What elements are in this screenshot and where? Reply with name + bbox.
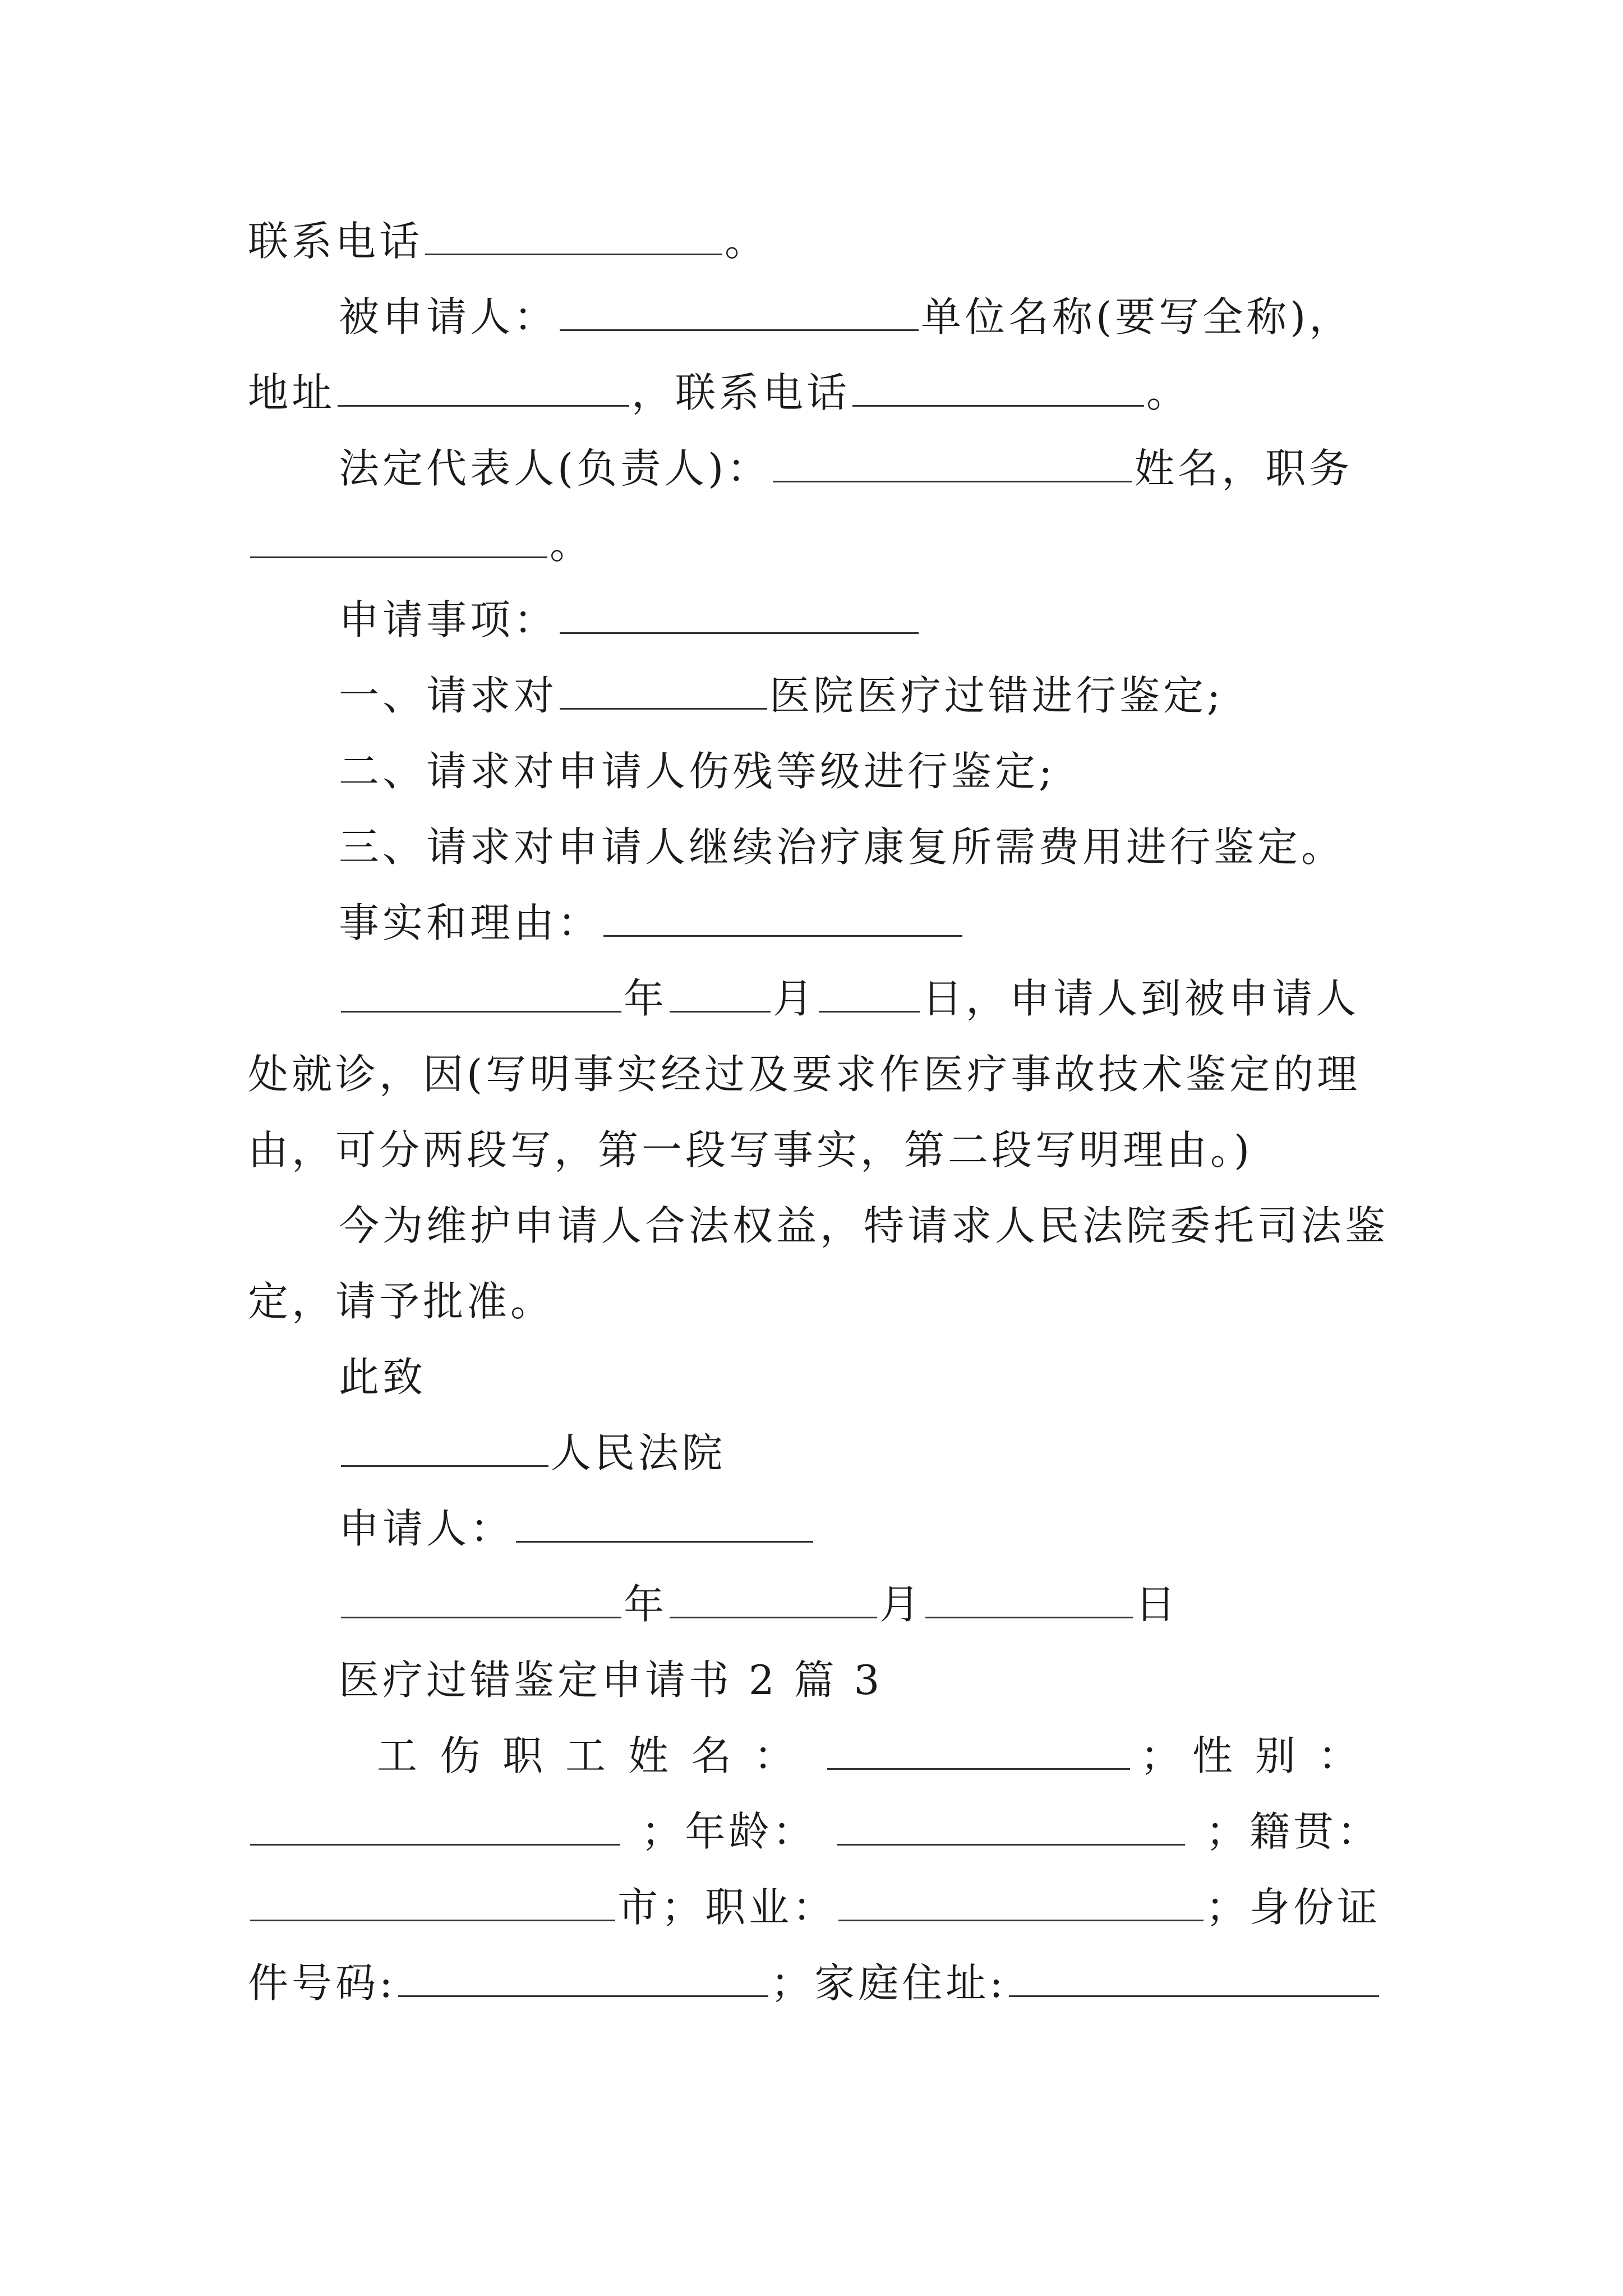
facts-reasons-blank — [603, 892, 962, 937]
visit-reason-line — [248, 1041, 1381, 1108]
facts-reasons-label: 事实和理由： — [339, 899, 602, 946]
facts-reasons-line — [339, 889, 1382, 956]
visit-reason-text: 处就诊，因(写明事实经过及要求作医疗事故技术鉴定的理 — [248, 1051, 1361, 1098]
approval-line — [248, 1268, 1381, 1335]
visit-text: 日，申请人到被申请人 — [922, 975, 1360, 1022]
worker-name-blank — [827, 1726, 1130, 1770]
semicolon: ； — [1140, 1732, 1184, 1779]
request-two-text: 二、请求对申请人伤残等级进行鉴定; — [339, 748, 1056, 795]
request-three-line — [339, 813, 1382, 881]
sign-month-blank — [670, 1574, 877, 1618]
age-blank — [837, 1801, 1185, 1846]
gender-blank — [250, 1801, 620, 1846]
legal-rep-label: 法定代表人(负责人)： — [339, 445, 771, 492]
month-blank — [670, 968, 771, 1013]
period: 。 — [725, 218, 769, 265]
legal-rep-line — [339, 435, 1382, 502]
home-address-blank — [1009, 1953, 1379, 1997]
age-label: ；年龄： — [641, 1808, 817, 1855]
request-one-line — [339, 662, 1382, 729]
age-line — [248, 1798, 1381, 1865]
sign-year-label: 年 — [624, 1581, 668, 1628]
approval-text: 定，请予批准。 — [248, 1278, 555, 1325]
id-card-label: ；身份证 — [1205, 1884, 1381, 1931]
sign-month-label: 月 — [879, 1581, 924, 1628]
period: 。 — [550, 521, 594, 568]
address-line — [248, 359, 1381, 426]
sign-day-blank — [925, 1574, 1133, 1618]
respondent-phone-blank — [852, 362, 1144, 407]
native-place-label: ；籍贯： — [1205, 1808, 1381, 1855]
respondent-phone-label: ，联系电话 — [631, 369, 851, 416]
address-label: 地址 — [248, 369, 336, 416]
id-number-blank — [398, 1953, 768, 1997]
year-blank — [341, 968, 621, 1013]
request-three-text: 三、请求对申请人继续治疗康复所需费用进行鉴定。 — [339, 823, 1345, 871]
contact-phone-blank — [425, 211, 722, 255]
reason-note-line — [248, 1116, 1381, 1184]
court-blank — [341, 1423, 548, 1467]
day-blank — [819, 968, 920, 1013]
request-one-label: 一、请求对 — [339, 672, 558, 719]
hospital-blank — [560, 665, 767, 710]
sign-day-label: 日 — [1135, 1581, 1179, 1628]
sign-year-blank — [341, 1574, 621, 1618]
home-address-label: ；家庭住址: — [771, 1959, 1007, 2007]
legal-rep-blank — [773, 438, 1132, 482]
court-line — [339, 1419, 1382, 1487]
respondent-line — [339, 283, 1382, 351]
section-heading: 医疗过错鉴定申请书 2 篇 3 — [339, 1657, 883, 1704]
title-blank-line — [248, 510, 1381, 578]
occupation-line — [248, 1874, 1381, 1941]
occupation-blank — [838, 1877, 1204, 1921]
worker-name-label: 工伤职工姓名： — [377, 1732, 817, 1779]
applicant-blank — [516, 1498, 813, 1543]
salutation-text: 此致 — [339, 1354, 427, 1401]
respondent-blank — [560, 287, 919, 331]
signature-date-line — [339, 1571, 1382, 1638]
visit-date-line — [339, 965, 1382, 1032]
native-place-blank — [250, 1877, 615, 1921]
occupation-label: 市；职业： — [617, 1884, 836, 1931]
application-items-line — [339, 586, 1382, 654]
application-items-blank — [560, 590, 919, 634]
id-address-line — [248, 1949, 1381, 2017]
name-title-label: 姓名，职务 — [1134, 445, 1353, 492]
worker-name-line — [377, 1722, 1381, 1789]
unit-name-label: 单位名称(要写全称)， — [921, 293, 1353, 341]
gender-label: 性别： — [1192, 1732, 1381, 1779]
application-items-label: 申请事项： — [339, 596, 558, 643]
respondent-label: 被申请人： — [339, 293, 558, 341]
applicant-label: 申请人： — [339, 1505, 514, 1552]
request-statement-text: 今为维护申请人合法权益，特请求人民法院委托司法鉴 — [339, 1202, 1389, 1249]
reason-note-text: 由，可分两段写，第一段写事实，第二段写明理由。) — [248, 1126, 1253, 1174]
request-one-text: 医院医疗过错进行鉴定; — [769, 672, 1224, 719]
salutation-line — [339, 1343, 1382, 1411]
court-label: 人民法院 — [551, 1429, 726, 1476]
request-statement-line — [339, 1192, 1389, 1259]
address-blank — [338, 362, 629, 407]
period: 。 — [1146, 369, 1191, 416]
section-heading-line — [339, 1646, 1382, 1714]
title-blank — [250, 514, 547, 558]
year-label: 年 — [624, 975, 668, 1022]
id-number-label: 件号码: — [248, 1959, 396, 2007]
contact-phone-line — [248, 208, 1381, 275]
month-label: 月 — [773, 975, 817, 1022]
contact-phone-label: 联系电话 — [248, 218, 423, 265]
request-two-line — [339, 738, 1382, 805]
applicant-signature-line — [339, 1495, 1382, 1562]
